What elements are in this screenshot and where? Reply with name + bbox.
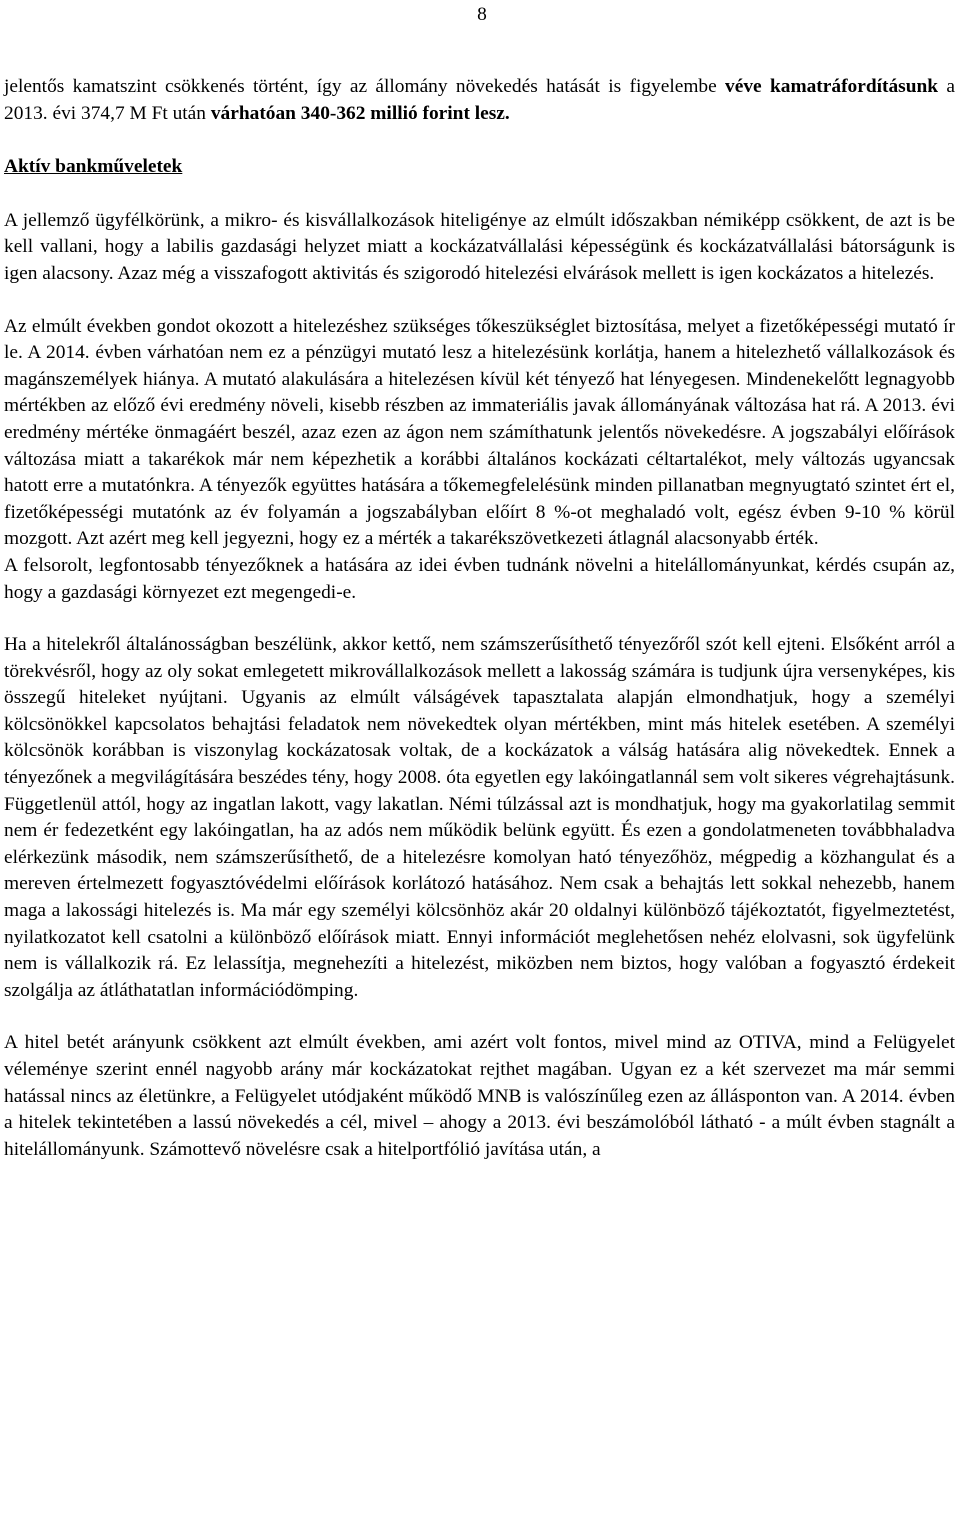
paragraph-loan-deposit-ratio: A hitel betét arányunk csökkent azt elmúlt években, ami azért volt fontos, mivel mind az OTIVA, mind a Felügyelet véleménye szerint ennél nagyobb arány már kockázatokat rejthet magában. Ugyan ez a két szervezet ma már semmi hatással nincs az életünkre, a Felügyelet utódjaként működő MNB is valószínűleg ezen az állásponton van. A 2014. évben a hitelek tekintetében a lassú növekedés a cél, mivel – ahogy a 2013. évi beszámolóból látható - a múlt évben stagnált a hitelállományunk. Számottevő növelésre csak a hitelportfólió javítása után, a bbox=[4, 1032, 955, 1160]
document-body bbox=[4, 74, 955, 1163]
paragraph-text: a 2013. évi 374,7 M Ft után bbox=[4, 76, 955, 124]
paragraph-client-base: A jellemző ügyfélkörünk, a mikro- és kisvállalkozások hiteligénye az elmúlt időszakban némiképp csökkent, de azt is be kell vallani, hogy a labilis gazdasági helyzet miatt a kockázatvállalási képességünk és kockázatvállalási bátorságunk is igen alacsony. Azaz még a visszafogott aktivitás és szigorodó hitelezési elvárások mellett is igen kockázatos a hitelezés. bbox=[4, 209, 955, 284]
paragraph-loan-growth: A felsorolt, legfontosabb tényezőknek a hatására az idei évben tudnánk növelni a hitelállományunkat, kérdés csupán az, hogy a gazdasági környezet ezt megengedi-e. bbox=[4, 554, 955, 603]
bold-phrase: véve kamatráfordításunk bbox=[725, 76, 939, 97]
paragraph-text: jelentős kamatszint csökkenés történt, így az állomány növekedés hatását is figyelembe bbox=[4, 76, 726, 97]
paragraph-retail-lending: Ha a hitelekről általánosságban beszélünk, akkor kettő, nem számszerűsíthető tényezőről szót kell ejteni. Elsőként arról a törekvésről, hogy az oly sokat emlegetett mikrovállalkozások mellett a lakosság számára is tudjunk újra versenyképes, kis összegű hiteleket nyújtani. Ugyanis az elmúlt válságévek tapasztalata alapján elmondhatjuk, hogy a személyi kölcsönökkel kapcsolatos behajtási feladatok nem növekedtek olyan mértékben, mint más hitelek esetében. A személyi kölcsönök korábban is viszonylag kockázatosak voltak, de a kockázatok a válság hatására alig növekedtek. Ennek a tényezőnek a megvilágítására beszédes tény, hogy 2008. óta egyetlen egy lakóingatlannál sem volt sikeres végrehajtásunk. Függetlenül attól, hogy az ingatlan lakott, vagy lakatlan. Némi túlzással azt is mondhatjuk, hogy ma gyakorlatilag semmit nem ér fedezetként egy lakóingatlan, ha az adós nem működik belünk együtt. És ezen a gondolatmeneten továbbhaladva elérkezünk második, nem számszerűsíthető, de a hitelezésre komolyan ható tényezőhöz, mégpedig a közhangulat és a mereven értelmezett fogyasztóvédelmi előírások korlátozó hatásához. Nem csak a behajtás lett sokkal nehezebb, hanem maga a lakossági hitelezés is. Ma már egy személyi kölcsönhöz akár 20 oldalnyi különböző tájékoztatót, figyelmeztetést, nyilatkozatot kell csatolni a különböző előírások miatt. Ennyi információt meglehetősen nehéz elolvasni, sok ügyfelünk nem is vállalkozik rá. Ez lelassítja, megnehezíti a hitelezést, miközben nem biztos, hogy valóban a fogyasztó érdekeit szolgálja az átláthatatlan információdömping. bbox=[4, 634, 955, 1001]
section-heading: Aktív bankműveletek bbox=[4, 156, 183, 178]
page-number: 8 bbox=[477, 4, 487, 25]
paragraph-interest-expense bbox=[4, 74, 955, 127]
bold-phrase: várhatóan 340-362 millió forint lesz. bbox=[210, 102, 510, 124]
paragraph-capital-adequacy: Az elmúlt években gondot okozott a hitelezéshez szükséges tőkeszükséglet biztosítása, melyet a fizetőképességi mutató ír le. A 2014. évben várhatóan nem ez a pénzügyi mutató lesz a hitelezésünk korlátja, hanem a hitelezhető vállalkozások és magánszemélyek hiánya. A mutató alakulására a hitelezésen kívül két tényező hat lényegesen. Mindenekelőtt legnagyobb mértékben az előző évi eredmény növeli, kisebb részben az immateriális javak állományának változása hat rá. A 2013. évi eredmény mértéke önmagáért beszél, azaz ezen az ágon nem számíthatunk jelentős növekedésre. A jogszabályi előírások változása miatt a takarékok már nem képezhetik a korábbi általános kockázati céltartalékot, mely változás ugyancsak hatott erre a mutatónkra. A tényezők együttes hatására a tőkemegfelelésünk minden pillanatban megnyugtató szintet ért el, fizetőképességi mutatónk az év folyamán a jogszabályban előírt 8 %-ot meghaladó volt, egész évben 9-10 % körül mozgott. Azt azért meg kell jegyezni, hogy ez a mérték a takarékszövetkezeti átlagnál alacsonyabb érték. bbox=[4, 315, 955, 550]
